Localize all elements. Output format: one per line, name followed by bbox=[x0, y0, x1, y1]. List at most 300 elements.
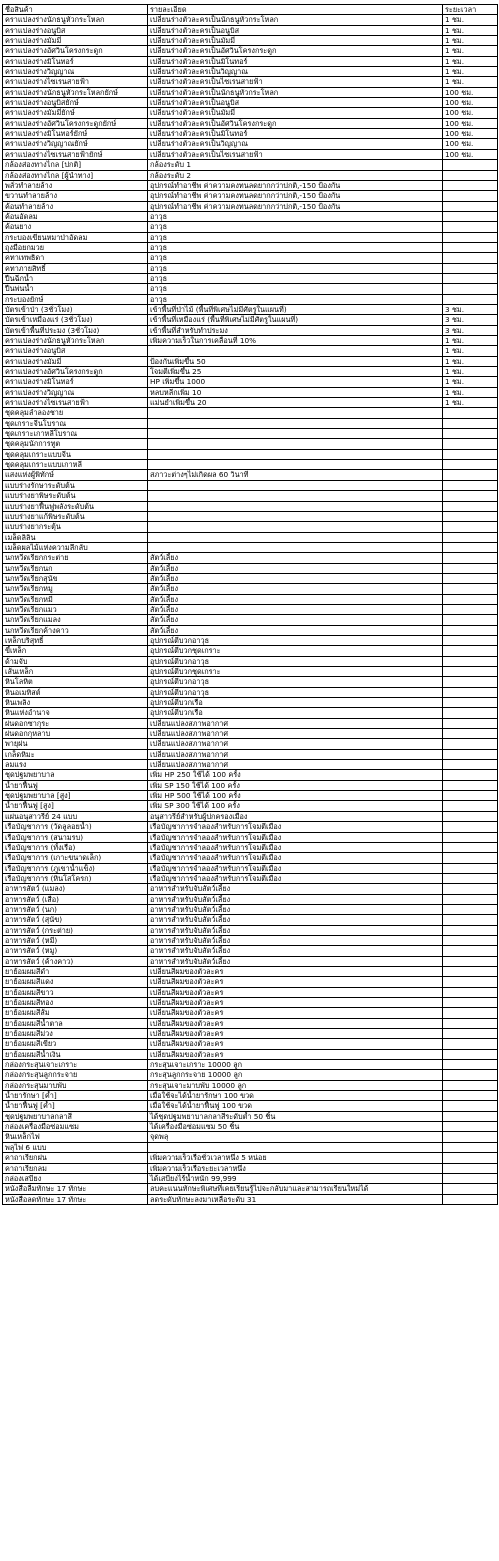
table-row bbox=[3, 367, 498, 377]
item-duration-cell bbox=[443, 646, 498, 656]
item-duration-cell: 100 ชม. bbox=[443, 87, 498, 97]
item-detail-cell: เปลี่ยนแปลงสภาพอากาศ bbox=[148, 718, 443, 728]
table-row bbox=[3, 1153, 498, 1163]
item-name-cell: คราแปลงร่างอัศวินโครงกระดูกยักษ์ bbox=[3, 118, 148, 128]
table-row bbox=[3, 263, 498, 273]
item-duration-cell: 1 ชม. bbox=[443, 67, 498, 77]
item-name-cell: อาหารสัตว์ (ค้างคาว) bbox=[3, 956, 148, 966]
item-name-cell: แบบร่างยาพิษระดับต้น bbox=[3, 491, 148, 501]
item-detail-cell: เปลี่ยนแปลงสภาพอากาศ bbox=[148, 739, 443, 749]
item-duration-cell: 1 ชม. bbox=[443, 398, 498, 408]
item-name-cell: ขี้เหล็ก bbox=[3, 646, 148, 656]
table-row bbox=[3, 1039, 498, 1049]
item-detail-cell bbox=[148, 460, 443, 470]
item-detail-cell: อุปกรณ์ทำอาชีพ ค่าความคงทนลดยากกว่าปกติ,-150 ป้องกัน bbox=[148, 201, 443, 211]
item-detail-cell: เปลี่ยนสีผมของตัวละคร bbox=[148, 1018, 443, 1028]
item-detail-cell: เปลี่ยนร่างตัวละครเป็นมัมมี่ bbox=[148, 36, 443, 46]
item-duration-cell bbox=[443, 1060, 498, 1070]
item-detail-cell: เพิ่มความเร็วเรือระยะเวลาหนึ่ง bbox=[148, 1163, 443, 1173]
item-duration-cell: 3 ชม. bbox=[443, 315, 498, 325]
table-row bbox=[3, 460, 498, 470]
item-name-cell: ยาย้อมผมสีขาว bbox=[3, 987, 148, 997]
item-duration-cell bbox=[443, 791, 498, 801]
table-row bbox=[3, 429, 498, 439]
item-detail-cell: เปลี่ยนร่างตัวละครเป็นนักธนูหัวกระโหลก bbox=[148, 87, 443, 97]
item-detail-cell bbox=[148, 439, 443, 449]
item-detail-cell: จุดพลุ bbox=[148, 1132, 443, 1142]
item-duration-cell bbox=[443, 977, 498, 987]
item-name-cell: คราแปลงร่างวิญญาณ bbox=[3, 387, 148, 397]
item-name-cell: แบบร่างยากระตุ้น bbox=[3, 522, 148, 532]
item-name-cell: นกหวีดเรียกแมลง bbox=[3, 615, 148, 625]
item-name-cell: เรือบัญชาการ (ภูเขาน้ำแข็ง) bbox=[3, 863, 148, 873]
item-detail-cell: สัตว์เลี้ยง bbox=[148, 625, 443, 635]
table-row bbox=[3, 677, 498, 687]
item-detail-cell bbox=[148, 418, 443, 428]
item-duration-cell bbox=[443, 480, 498, 490]
item-duration-cell bbox=[443, 1080, 498, 1090]
item-detail-cell: เปลี่ยนร่างตัวละครเป็นมิโนทอร์ bbox=[148, 129, 443, 139]
item-detail-cell: อาวุธ bbox=[148, 232, 443, 242]
header-duration: ระยะเวลา bbox=[443, 5, 498, 15]
item-duration-cell bbox=[443, 625, 498, 635]
item-name-cell: คราแปลงร่างวิญญาณ bbox=[3, 67, 148, 77]
table-row bbox=[3, 739, 498, 749]
item-detail-cell: เพิ่ม SP 300 ใช้ได้ 100 ครั้ง bbox=[148, 801, 443, 811]
item-detail-cell: HP เพิ่มขึ้น 1000 bbox=[148, 377, 443, 387]
item-duration-cell bbox=[443, 946, 498, 956]
item-name-cell: หินเหล็กไฟ bbox=[3, 1132, 148, 1142]
table-row bbox=[3, 511, 498, 521]
item-detail-cell: เข้าพื้นที่ป่าไม้ (พื้นที่พิเศษไม่มีศัตรูในแผนที่) bbox=[148, 304, 443, 314]
item-detail-cell: อาวุธ bbox=[148, 294, 443, 304]
item-detail-cell: กระสุนเจาะเกราะ 10000 ลูก bbox=[148, 1060, 443, 1070]
header-detail: รายละเอียด bbox=[148, 5, 443, 15]
table-row bbox=[3, 646, 498, 656]
item-duration-cell bbox=[443, 439, 498, 449]
table-row bbox=[3, 77, 498, 87]
table-row bbox=[3, 1122, 498, 1132]
table-row bbox=[3, 749, 498, 759]
table-row bbox=[3, 987, 498, 997]
table-row bbox=[3, 998, 498, 1008]
item-name-cell: ด้ามจับ bbox=[3, 656, 148, 666]
item-name-cell: อาหารสัตว์ (เสือ) bbox=[3, 894, 148, 904]
item-detail-cell: เรือบัญชาการจำลองสำหรับการโจมตีเมือง bbox=[148, 822, 443, 832]
item-detail-cell: ลบคะแนนทักษะพิเศษที่เคยเรียนรู้ไปจะกลับมาและสามารถเรียนใหม่ได้ bbox=[148, 1184, 443, 1194]
item-detail-cell: เปลี่ยนร่างตัวละครเป็นอนูบิส bbox=[148, 25, 443, 35]
item-name-cell: เรือบัญชาการ (วัดลูลอยน้ำ) bbox=[3, 822, 148, 832]
item-duration-cell bbox=[443, 915, 498, 925]
item-name-cell: เมล็ดลิลิน bbox=[3, 532, 148, 542]
table-row bbox=[3, 201, 498, 211]
item-detail-cell: ได้เสบียงไร้น้ำหนัก 99,999 bbox=[148, 1173, 443, 1183]
table-row bbox=[3, 1184, 498, 1194]
table-row bbox=[3, 480, 498, 490]
item-duration-cell: 1 ชม. bbox=[443, 46, 498, 56]
item-detail-cell: อาหารสำหรับจับสัตว์เลี้ยง bbox=[148, 935, 443, 945]
item-detail-cell: เปลี่ยนสีผมของตัวละคร bbox=[148, 1049, 443, 1059]
table-row bbox=[3, 304, 498, 314]
item-detail-cell: อาวุธ bbox=[148, 242, 443, 252]
item-duration-cell bbox=[443, 273, 498, 283]
table-row bbox=[3, 553, 498, 563]
item-detail-cell: เปลี่ยนร่างตัวละครเป็นนักธนูหัวกระโหลก bbox=[148, 15, 443, 25]
item-name-cell: บัตรเข้าป่า (3ชั่วโมง) bbox=[3, 304, 148, 314]
item-name-cell: กล้องส่องทางไกล [ผู้นำทาง] bbox=[3, 170, 148, 180]
item-name-cell: นกหวีดเรียกนก bbox=[3, 563, 148, 573]
item-detail-cell: เรือบัญชาการจำลองสำหรับการโจมตีเมือง bbox=[148, 863, 443, 873]
item-name-cell: กระบองยักษ์ bbox=[3, 294, 148, 304]
item-duration-cell bbox=[443, 501, 498, 511]
item-duration-cell bbox=[443, 873, 498, 883]
item-detail-cell: เปลี่ยนแปลงสภาพอากาศ bbox=[148, 729, 443, 739]
item-duration-cell bbox=[443, 739, 498, 749]
item-name-cell: บัตรเข้าเหมืองแร่ (3ชั่วโมง) bbox=[3, 315, 148, 325]
table-row bbox=[3, 67, 498, 77]
item-detail-cell: เพิ่ม SP 150 ใช้ได้ 100 ครั้ง bbox=[148, 780, 443, 790]
table-row bbox=[3, 656, 498, 666]
item-name-cell: เหล็กบริสุทธิ์ bbox=[3, 635, 148, 645]
item-duration-cell bbox=[443, 904, 498, 914]
item-duration-cell bbox=[443, 232, 498, 242]
item-name-cell: นกหวีดเรียกหมู bbox=[3, 584, 148, 594]
item-detail-cell: อาหารสำหรับจับสัตว์เลี้ยง bbox=[148, 946, 443, 956]
table-row bbox=[3, 698, 498, 708]
table-row bbox=[3, 667, 498, 677]
item-name-cell: คาถาเรียกฝน bbox=[3, 1153, 148, 1163]
item-name-cell: ฝนดอกกุหลาบ bbox=[3, 729, 148, 739]
item-detail-cell: เปลี่ยนสีผมของตัวละคร bbox=[148, 987, 443, 997]
table-row bbox=[3, 770, 498, 780]
item-duration-cell bbox=[443, 822, 498, 832]
item-duration-cell bbox=[443, 1039, 498, 1049]
table-row bbox=[3, 966, 498, 976]
item-detail-cell: อุปกรณ์ตีบวกเรือ bbox=[148, 708, 443, 718]
item-detail-cell: อุปกรณ์ทำอาชีพ ค่าความคงทนลดยากกว่าปกติ,-150 ป้องกัน bbox=[148, 180, 443, 190]
table-body bbox=[3, 15, 498, 1205]
item-detail-cell: สัตว์เลี้ยง bbox=[148, 573, 443, 583]
item-detail-cell: ป้องกันเพิ่มขึ้น 50 bbox=[148, 356, 443, 366]
table-row bbox=[3, 1060, 498, 1070]
item-detail-cell: เพิ่มความเร็วเรือชั่วเวลาหนึ่ง 5 หน่อย bbox=[148, 1153, 443, 1163]
table-row bbox=[3, 811, 498, 821]
table-row bbox=[3, 584, 498, 594]
table-row bbox=[3, 615, 498, 625]
item-detail-cell bbox=[148, 491, 443, 501]
item-detail-cell: อุปกรณ์ตีบวกอาวุธ bbox=[148, 635, 443, 645]
item-name-cell: นกหวีดเรียกแมว bbox=[3, 604, 148, 614]
table-row bbox=[3, 925, 498, 935]
item-detail-cell: สัตว์เลี้ยง bbox=[148, 594, 443, 604]
item-name-cell: น้ำยาฟื้นฟู [ค้ำ] bbox=[3, 1101, 148, 1111]
item-name-cell: แบบร่างยาฟื้นฟูพลังระดับต้น bbox=[3, 501, 148, 511]
item-name-cell: เรือบัญชาการ (หินโสโครก) bbox=[3, 873, 148, 883]
item-duration-cell bbox=[443, 284, 498, 294]
item-detail-cell: อาวุธ bbox=[148, 273, 443, 283]
table-row bbox=[3, 1029, 498, 1039]
table-row bbox=[3, 1101, 498, 1111]
item-duration-cell bbox=[443, 811, 498, 821]
item-name-cell: คราแปลงร่างอนูบิส bbox=[3, 25, 148, 35]
item-name-cell: ยาย้อมผมสีน้ำตาล bbox=[3, 1018, 148, 1028]
item-duration-cell bbox=[443, 1070, 498, 1080]
item-duration-cell bbox=[443, 222, 498, 232]
item-name-cell: นกหวีดเรียกสุนัข bbox=[3, 573, 148, 583]
item-duration-cell bbox=[443, 1101, 498, 1111]
table-row bbox=[3, 191, 498, 201]
item-name-cell: อาหารสัตว์ (กระต่าย) bbox=[3, 925, 148, 935]
item-duration-cell bbox=[443, 718, 498, 728]
item-duration-cell bbox=[443, 842, 498, 852]
item-duration-cell: 100 ชม. bbox=[443, 108, 498, 118]
item-duration-cell bbox=[443, 1049, 498, 1059]
item-detail-cell: สภาวะต่างๆไม่เกิดผล 60 วินาที bbox=[148, 470, 443, 480]
item-detail-cell: เปลี่ยนแปลงสภาพอากาศ bbox=[148, 760, 443, 770]
item-duration-cell bbox=[443, 584, 498, 594]
table-row bbox=[3, 904, 498, 914]
item-name-cell: พลุไฟ 6 แบบ bbox=[3, 1142, 148, 1152]
item-detail-cell: แม่นยำเพิ่มขึ้น 20 bbox=[148, 398, 443, 408]
item-name-cell: หินแห่งอำนาจ bbox=[3, 708, 148, 718]
item-detail-cell: ได้เครื่องมือซ่อมแซม 50 ชิ้น bbox=[148, 1122, 443, 1132]
table-row bbox=[3, 36, 498, 46]
item-name-cell: ปืนฉีกน้ำ bbox=[3, 273, 148, 283]
item-name-cell: เส้นเหล็ก bbox=[3, 667, 148, 677]
table-row bbox=[3, 708, 498, 718]
item-name-cell: คราแปลงร่างมัมมี่ bbox=[3, 356, 148, 366]
table-row bbox=[3, 542, 498, 552]
item-duration-cell: 3 ชม. bbox=[443, 304, 498, 314]
item-detail-cell: เรือบัญชาการจำลองสำหรับการโจมตีเมือง bbox=[148, 842, 443, 852]
item-duration-cell bbox=[443, 863, 498, 873]
item-name-cell: คราแปลงร่างวิญญาณยักษ์ bbox=[3, 139, 148, 149]
item-name-cell: ค้อนอัดลม bbox=[3, 211, 148, 221]
table-row bbox=[3, 377, 498, 387]
item-name-cell: หนังสือลืมทักษะ 17 ทักษะ bbox=[3, 1184, 148, 1194]
item-duration-cell bbox=[443, 604, 498, 614]
table-row bbox=[3, 149, 498, 159]
table-row bbox=[3, 1142, 498, 1152]
item-name-cell: ชุดคลุมเกราะแบบจีน bbox=[3, 449, 148, 459]
item-detail-cell: เปลี่ยนร่างตัวละครเป็นวิญญาณ bbox=[148, 139, 443, 149]
item-duration-cell: 100 ชม. bbox=[443, 98, 498, 108]
item-duration-cell bbox=[443, 160, 498, 170]
table-row bbox=[3, 915, 498, 925]
item-detail-cell: เมื่อใช้จะได้น้ำยารักษา 100 ขวด bbox=[148, 1091, 443, 1101]
item-duration-cell bbox=[443, 698, 498, 708]
item-name-cell: กระบองเขียนหมาป่าอัดลม bbox=[3, 232, 148, 242]
item-name-cell: ชุดคลุมนักการทูต bbox=[3, 439, 148, 449]
item-detail-cell: เปลี่ยนร่างตัวละครเป็นอนูบิส bbox=[148, 98, 443, 108]
item-name-cell: คราแปลงร่างไซเรนสายฟ้า bbox=[3, 77, 148, 87]
table-row bbox=[3, 801, 498, 811]
item-name-cell: แสงแห่งผู้พิทักษ์ bbox=[3, 470, 148, 480]
table-row bbox=[3, 118, 498, 128]
item-name-cell: ปืนพ่นน้ำ bbox=[3, 284, 148, 294]
table-row bbox=[3, 294, 498, 304]
table-row bbox=[3, 760, 498, 770]
table-row bbox=[3, 439, 498, 449]
item-detail-cell bbox=[148, 1142, 443, 1152]
item-name-cell: แบบร่างรักษาระดับต้น bbox=[3, 480, 148, 490]
item-duration-cell bbox=[443, 191, 498, 201]
item-duration-cell bbox=[443, 553, 498, 563]
item-name-cell: น้ำยาฟื้นฟู bbox=[3, 780, 148, 790]
item-detail-cell: อาหารสำหรับจับสัตว์เลี้ยง bbox=[148, 925, 443, 935]
item-detail-cell: หลบหลีกเพิ่ม 10 bbox=[148, 387, 443, 397]
item-duration-cell bbox=[443, 1018, 498, 1028]
item-detail-cell: เพิ่ม HP 500 ใช้ได้ 100 ครั้ง bbox=[148, 791, 443, 801]
item-duration-cell bbox=[443, 470, 498, 480]
item-detail-cell: เปลี่ยนร่างตัวละครเป็นวิญญาณ bbox=[148, 67, 443, 77]
table-row bbox=[3, 87, 498, 97]
table-row bbox=[3, 625, 498, 635]
table-row bbox=[3, 222, 498, 232]
item-duration-cell bbox=[443, 1173, 498, 1183]
item-duration-cell: 1 ชม. bbox=[443, 377, 498, 387]
item-name-cell: เรือบัญชาการ (สนามรบ) bbox=[3, 832, 148, 842]
item-duration-cell: 100 ชม. bbox=[443, 118, 498, 128]
item-detail-cell: สัตว์เลี้ยง bbox=[148, 604, 443, 614]
table-row bbox=[3, 822, 498, 832]
item-detail-cell: อาหารสำหรับจับสัตว์เลี้ยง bbox=[148, 915, 443, 925]
item-duration-cell bbox=[443, 211, 498, 221]
item-name-cell: หนังสือลดทักษะ 17 ทักษะ bbox=[3, 1194, 148, 1204]
item-name-cell: เมล็ดผลไม้แห่งความลึกลับ bbox=[3, 542, 148, 552]
item-detail-cell: เมื่อใช้จะได้น้ำยาฟื้นฟู 100 ขวด bbox=[148, 1101, 443, 1111]
item-name-cell: กล่องเครื่องมือซ่อมแซม bbox=[3, 1122, 148, 1132]
item-detail-cell: อนุสาวรีย์สำหรับผู้ปกครองเมือง bbox=[148, 811, 443, 821]
header-row bbox=[3, 5, 498, 15]
item-duration-cell bbox=[443, 1194, 498, 1204]
item-name-cell: ถุงมือยกมวย bbox=[3, 242, 148, 252]
item-name-cell: ค้อนยาง bbox=[3, 222, 148, 232]
table-row bbox=[3, 346, 498, 356]
table-row bbox=[3, 315, 498, 325]
item-duration-cell bbox=[443, 770, 498, 780]
item-detail-cell: อาหารสำหรับจับสัตว์เลี้ยง bbox=[148, 894, 443, 904]
item-name-cell: แผ่นอนุสาวรีย์ 24 แบบ bbox=[3, 811, 148, 821]
table-row bbox=[3, 1132, 498, 1142]
item-name-cell: คราแปลงร่างอัศวินโครงกระดูก bbox=[3, 46, 148, 56]
item-detail-cell: เปลี่ยนร่างตัวละครเป็นอัศวินโครงกระดูก bbox=[148, 46, 443, 56]
table-row bbox=[3, 1163, 498, 1173]
item-detail-cell bbox=[148, 346, 443, 356]
item-duration-cell bbox=[443, 1029, 498, 1039]
header-name: ชื่อสินค้า bbox=[3, 5, 148, 15]
item-name-cell: กล่องกระสุนลูกกระจาย bbox=[3, 1070, 148, 1080]
item-duration-cell: 1 ชม. bbox=[443, 25, 498, 35]
item-detail-cell: เพิ่ม HP 250 ใช้ได้ 100 ครั้ง bbox=[148, 770, 443, 780]
item-duration-cell bbox=[443, 677, 498, 687]
item-duration-cell: 1 ชม. bbox=[443, 56, 498, 66]
item-detail-cell: ได้ชุดปฐมพยาบาลกลาสีระดับต้ำ 50 ชิ้น bbox=[148, 1111, 443, 1121]
item-duration-cell: 100 ชม. bbox=[443, 139, 498, 149]
item-duration-cell bbox=[443, 542, 498, 552]
item-name-cell: ยาย้อมผมสีน้ำเงิน bbox=[3, 1049, 148, 1059]
table-row bbox=[3, 139, 498, 149]
table-row bbox=[3, 832, 498, 842]
table-row bbox=[3, 470, 498, 480]
item-name-cell: คราแปลงร่างมิโนทอร์ยักษ์ bbox=[3, 129, 148, 139]
item-name-cell: คราแปลงร่างนักธนูหัวกระโหลกยักษ์ bbox=[3, 87, 148, 97]
item-duration-cell bbox=[443, 894, 498, 904]
item-detail-cell: เปลี่ยนสีผมของตัวละคร bbox=[148, 998, 443, 1008]
item-duration-cell bbox=[443, 408, 498, 418]
table-row bbox=[3, 325, 498, 335]
item-duration-cell bbox=[443, 729, 498, 739]
table-row bbox=[3, 687, 498, 697]
item-duration-cell bbox=[443, 853, 498, 863]
item-name-cell: หินโลหิต bbox=[3, 677, 148, 687]
item-name-cell: คราแปลงร่างมัมมี่ยักษ์ bbox=[3, 108, 148, 118]
item-detail-cell: สัตว์เลี้ยง bbox=[148, 615, 443, 625]
item-detail-cell: อาหารสำหรับจับสัตว์เลี้ยง bbox=[148, 956, 443, 966]
item-duration-cell bbox=[443, 615, 498, 625]
item-name-cell: คราแปลงร่างอนูบิสยักษ์ bbox=[3, 98, 148, 108]
item-detail-cell: อุปกรณ์ตีบวกชุดเกราะ bbox=[148, 646, 443, 656]
item-detail-cell: เรือบัญชาการจำลองสำหรับการโจมตีเมือง bbox=[148, 873, 443, 883]
item-duration-cell bbox=[443, 966, 498, 976]
item-duration-cell: 100 ชม. bbox=[443, 129, 498, 139]
item-duration-cell bbox=[443, 449, 498, 459]
item-duration-cell bbox=[443, 511, 498, 521]
item-detail-cell: เรือบัญชาการจำลองสำหรับการโจมตีเมือง bbox=[148, 832, 443, 842]
item-detail-cell: เปลี่ยนร่างตัวละครเป็นมัมมี่ bbox=[148, 108, 443, 118]
item-duration-cell bbox=[443, 253, 498, 263]
table-row bbox=[3, 894, 498, 904]
item-duration-cell bbox=[443, 180, 498, 190]
item-duration-cell bbox=[443, 687, 498, 697]
item-duration-cell bbox=[443, 1142, 498, 1152]
item-detail-cell: สัตว์เลี้ยง bbox=[148, 584, 443, 594]
table-row bbox=[3, 273, 498, 283]
table-row bbox=[3, 501, 498, 511]
item-name-cell: คราแปลงร่างมัมมี่ bbox=[3, 36, 148, 46]
item-duration-cell bbox=[443, 884, 498, 894]
item-name-cell: ยาย้อมผมสีม่วง bbox=[3, 1029, 148, 1039]
item-name-cell: ชุดปฐมพยาบาลกลาสี bbox=[3, 1111, 148, 1121]
item-detail-cell: โจมตีเพิ่มขึ้น 25 bbox=[148, 367, 443, 377]
item-detail-cell bbox=[148, 542, 443, 552]
item-detail-cell: อาวุธ bbox=[148, 263, 443, 273]
item-name-cell: คาถาเรียกลม bbox=[3, 1163, 148, 1173]
table-row bbox=[3, 232, 498, 242]
item-duration-cell bbox=[443, 1122, 498, 1132]
table-row bbox=[3, 1049, 498, 1059]
item-name-cell: ลมแรง bbox=[3, 760, 148, 770]
item-detail-cell: เปลี่ยนร่างตัวละครเป็นมิโนทอร์ bbox=[148, 56, 443, 66]
item-name-cell: ชุดคลุมเกราะแบบเกาหลี bbox=[3, 460, 148, 470]
item-name-cell: คราแปลงร่างมิโนทอร์ bbox=[3, 377, 148, 387]
table-row bbox=[3, 56, 498, 66]
item-name-cell: อาหารสัตว์ (แมลง) bbox=[3, 884, 148, 894]
table-row bbox=[3, 387, 498, 397]
item-duration-cell bbox=[443, 1111, 498, 1121]
item-detail-cell: อุปกรณ์ตีบวกอาวุธ bbox=[148, 687, 443, 697]
table-row bbox=[3, 1070, 498, 1080]
table-row bbox=[3, 946, 498, 956]
table-row bbox=[3, 853, 498, 863]
table-row bbox=[3, 98, 498, 108]
item-duration-cell bbox=[443, 429, 498, 439]
item-detail-cell: เปลี่ยนสีผมของตัวละคร bbox=[148, 977, 443, 987]
item-detail-cell: เปลี่ยนสีผมของตัวละคร bbox=[148, 1029, 443, 1039]
item-duration-cell bbox=[443, 1008, 498, 1018]
table-row bbox=[3, 594, 498, 604]
item-duration-cell bbox=[443, 987, 498, 997]
